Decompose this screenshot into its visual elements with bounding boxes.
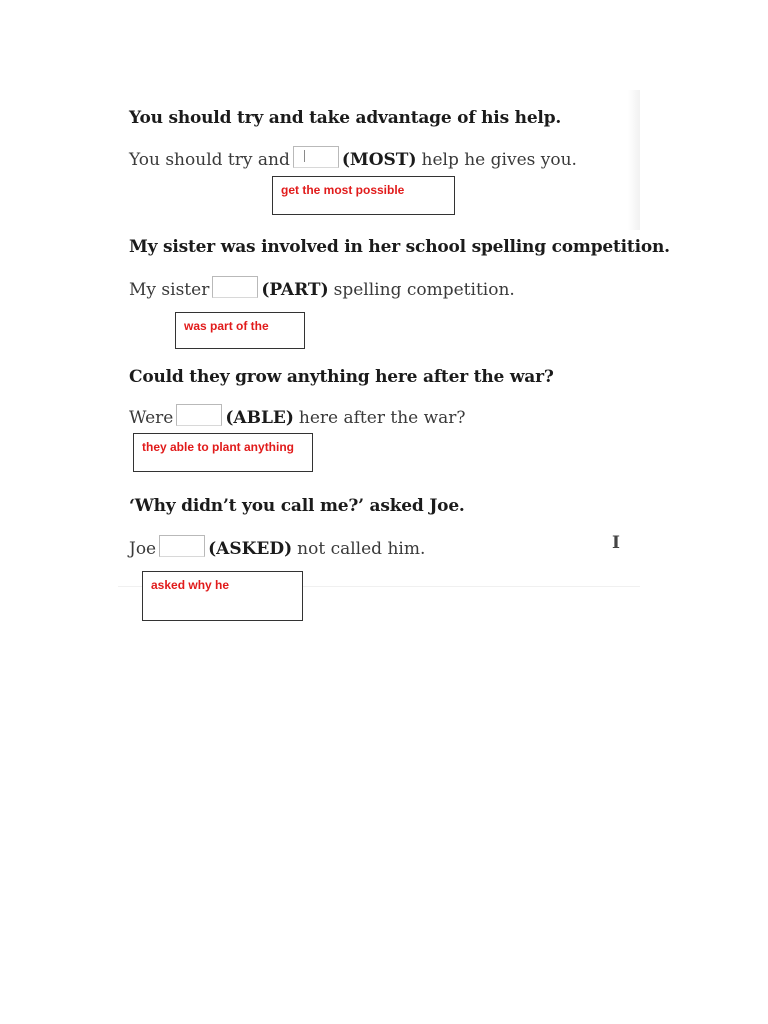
rewrite-line-2	[129, 278, 515, 300]
answer-text-1: get the most possible	[281, 183, 405, 197]
answer-gap-2[interactable]	[212, 276, 258, 298]
text-cursor-icon: I	[612, 533, 620, 553]
text-caret	[304, 150, 305, 162]
keyword-3: (ABLE)	[225, 408, 294, 428]
question-2: My sister was involved in her school spelling competition.	[129, 237, 670, 257]
answer-box-4[interactable]	[142, 571, 303, 621]
answer-text-4: asked why he	[151, 578, 230, 592]
prompt-after-2: spelling competition.	[333, 280, 515, 300]
rewrite-line-3	[129, 406, 466, 428]
answer-gap-3[interactable]	[176, 404, 222, 426]
answer-box-1[interactable]	[272, 176, 455, 215]
answer-box-3[interactable]	[133, 433, 313, 472]
prompt-after-1: help he gives you.	[421, 150, 577, 170]
prompt-after-4: not called him.	[297, 539, 426, 559]
answer-text-3: they able to plant anything	[142, 440, 295, 454]
prompt-before-2: My sister	[129, 280, 210, 300]
prompt-before-4: Joe	[129, 539, 157, 559]
prompt-before-1: You should try and	[129, 150, 290, 170]
rewrite-line-4	[129, 537, 425, 559]
prompt-after-3: here after the war?	[298, 408, 466, 428]
keyword-1: (MOST)	[341, 150, 417, 170]
answer-gap-1[interactable]	[293, 146, 339, 168]
prompt-before-3: Were	[129, 408, 174, 428]
question-4: ‘Why didn’t you call me?’ asked Joe.	[129, 496, 465, 516]
answer-text-2: was part of the	[184, 319, 269, 333]
keyword-4: (ASKED)	[208, 539, 293, 559]
scan-edge-shadow	[628, 90, 640, 230]
answer-gap-4[interactable]	[159, 535, 205, 557]
keyword-2: (PART)	[261, 280, 329, 300]
question-1: You should try and take advantage of his help.	[129, 108, 562, 128]
question-3: Could they grow anything here after the war?	[129, 367, 554, 387]
answer-box-2[interactable]	[175, 312, 305, 349]
rewrite-line-1	[129, 148, 577, 170]
